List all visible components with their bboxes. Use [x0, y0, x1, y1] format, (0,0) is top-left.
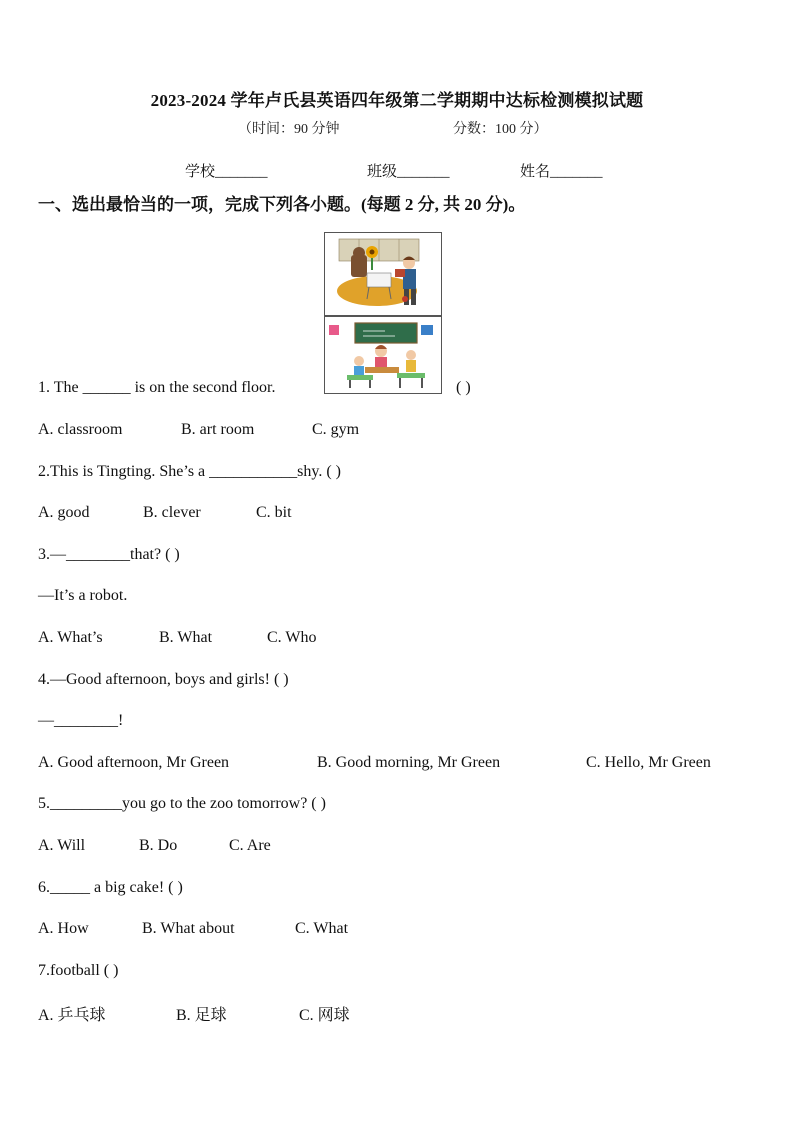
- question-6-option-a: A. How: [38, 920, 89, 937]
- question-5-option-b: B. Do: [139, 837, 178, 854]
- question-2: 2.This is Tingting. She’s a ___________shy. ( ): [38, 463, 341, 480]
- question-3-option-c: C. Who: [267, 629, 317, 646]
- exam-score: 分数：100 分）: [453, 122, 548, 137]
- question-1-answer-blank: ( ): [456, 379, 471, 396]
- question-1: 1. The ______ is on the second floor.: [38, 379, 276, 396]
- school-field: 学校_______: [185, 164, 268, 180]
- question-4-reply: —________!: [38, 712, 124, 729]
- page-title: 2023-2024 学年卢氏县英语四年级第二学期期中达标检测模拟试题: [150, 91, 644, 110]
- question-2-option-c: C. bit: [256, 504, 292, 521]
- question-4-option-b: B. Good morning, Mr Green: [317, 754, 501, 771]
- art-room-illustration: [324, 232, 442, 316]
- question-5: 5._________you go to the zoo tomorrow? ( ): [38, 795, 326, 812]
- question-2-option-b: B. clever: [143, 504, 201, 521]
- name-field: 姓名_______: [520, 164, 603, 180]
- question-1-option-b: B. art room: [181, 421, 255, 438]
- question-1-option-a: A. classroom: [38, 421, 123, 438]
- question-7-option-b: B. 足球: [176, 1007, 227, 1024]
- question-3-reply: —It’s a robot.: [38, 587, 128, 604]
- question-7-option-a: A. 乒乓球: [38, 1007, 106, 1024]
- question-1-option-c: C. gym: [312, 421, 360, 438]
- exam-time: （时间：90 分钟: [238, 122, 340, 137]
- classroom-illustration: [324, 316, 442, 394]
- question-4: 4.—Good afternoon, boys and girls! ( ): [38, 671, 289, 688]
- question-4-option-a: A. Good afternoon, Mr Green: [38, 754, 230, 771]
- question-7: 7.football ( ): [38, 962, 119, 979]
- question-3-option-a: A. What’s: [38, 629, 103, 646]
- question-4-option-c: C. Hello, Mr Green: [586, 754, 711, 771]
- question-7-option-c: C. 网球: [299, 1007, 350, 1024]
- question-6-option-b: B. What about: [142, 920, 235, 937]
- class-field: 班级_______: [367, 164, 450, 180]
- section-heading: 一、选出最恰当的一项，完成下列各小题。(每题 2 分, 共 20 分)。: [38, 195, 526, 214]
- question-2-option-a: A. good: [38, 504, 90, 521]
- question-6-option-c: C. What: [295, 920, 349, 937]
- question-5-option-a: A. Will: [38, 837, 86, 854]
- question-3-option-b: B. What: [159, 629, 213, 646]
- question-6: 6._____ a big cake! ( ): [38, 879, 183, 896]
- question-5-option-c: C. Are: [229, 837, 271, 854]
- question-3: 3.—________that? ( ): [38, 546, 180, 563]
